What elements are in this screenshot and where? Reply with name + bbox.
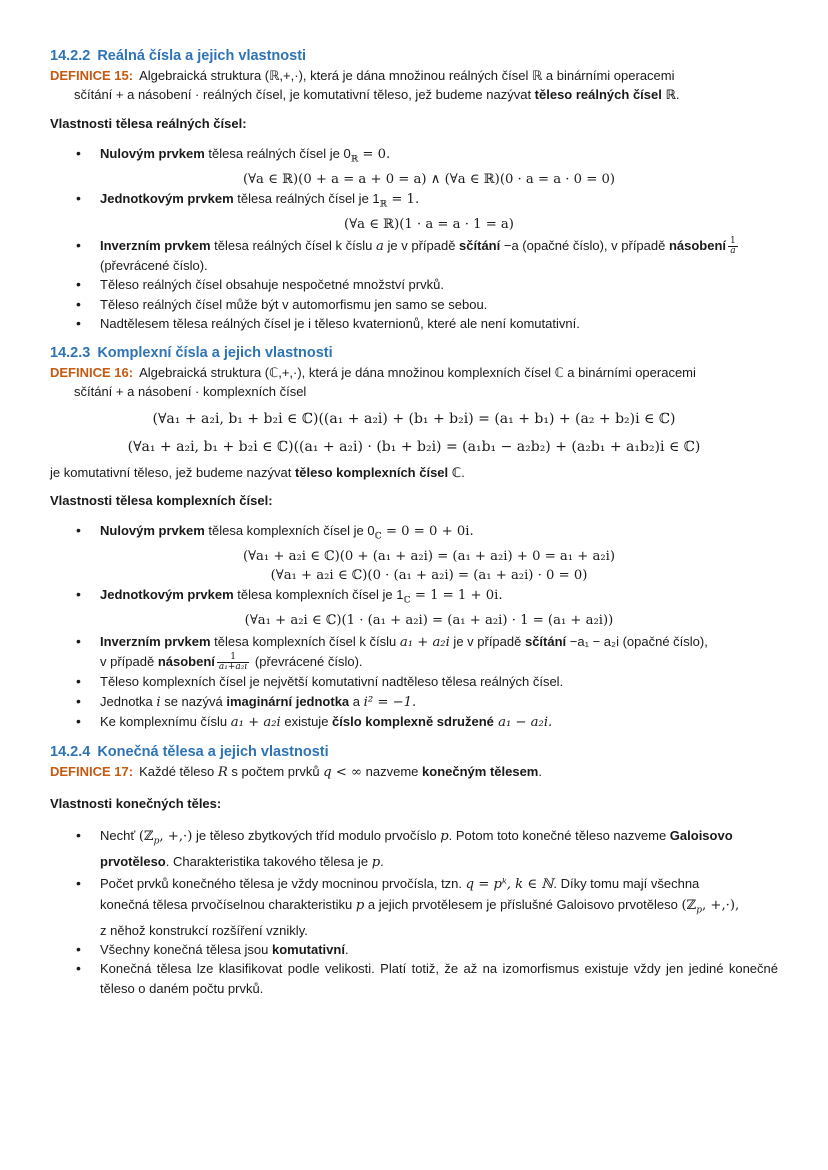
list-item: • Těleso reálných čísel obsahuje nespočetné množství prvků. — [50, 275, 778, 294]
property-list — [50, 826, 778, 998]
list-item: • Inverzním prvkem tělesa komplexních čísel k číslu a₁ + a₂i je v případě sčítání −a₁ − a₂i (opačné číslo), v případě násobení $\frac{1}{\text{a₁+a₂i}}$ (převrácené číslo). — [50, 632, 778, 672]
list-item: • Nulovým prvkem tělesa reálných čísel je $0_ℝ = 0$. (∀a ∈ ℝ)(0 + a = a + 0 = a) ∧ (∀a ∈ ℝ)(0 · a = a · 0 = 0) — [50, 144, 778, 189]
property-list — [50, 521, 778, 732]
list-item: • Těleso komplexních čísel je největší komutativní nadtěleso tělesa reálných čísel. — [50, 672, 778, 691]
section-heading-real-numbers: 14.2.2 Reálná čísla a jejich vlastnosti — [50, 48, 307, 64]
section-heading-complex-numbers: 14.2.3 Komplexní čísla a jejich vlastnosti — [50, 345, 333, 362]
formula: (∀a₁ + a₂i ∈ ℂ)(0 · (a₁ + a₂i) = (a₁ + a₂i) · 0 = 0) — [270, 568, 588, 584]
list-item: • Počet prvků konečného tělesa je vždy mocninou prvočísla, tzn. q = pᵏ, k ∈ ℕ. Díky tomu mají všechna konečná tělesa prvočíselnou charakteristiku p a jejich prvotělesem je příslušné Galoisovo prvotěleso (ℤ$_p$, +,·), z něhož konstrukcí rozšíření vznikly. — [50, 874, 778, 939]
definition-label: DEFINICE 15: — [50, 68, 134, 83]
formula: (∀a ∈ ℝ)(0 + a = a + 0 = a) ∧ (∀a ∈ ℝ)(0 · a = a · 0 = 0) — [242, 171, 616, 187]
list-item: • Jednotkovým prvkem tělesa reálných čísel je $1_ℝ = 1$. (∀a ∈ ℝ)(1 · a = a · 1 = a) — [50, 189, 778, 234]
list-item: • Ke komplexnímu číslu a₁ + a₂i existuje číslo komplexně sdružené a₁ − a₂i. — [50, 712, 778, 732]
formula: (∀a ∈ ℝ)(1 · a = a · 1 = a) — [344, 216, 514, 232]
properties-heading: Vlastnosti tělesa reálných čísel: — [50, 116, 247, 131]
fraction: $\frac{1}{a}$ — [730, 235, 736, 256]
definition-15: DEFINICE 15: Algebraická struktura (ℝ,+,·), která je dána množinou reálných čísel ℝ a binárními operacemi sčítání + a násobení · reálných čísel, je komutativní těleso, jež budeme nazývat těleso reálných čísel ℝ. — [50, 68, 680, 102]
section-heading-finite-fields: 14.2.4 Konečná tělesa a jejich vlastnosti — [50, 744, 329, 761]
formula: (∀a₁ + a₂i ∈ ℂ)(0 + (a₁ + a₂i) = (a₁ + a₂i) + 0 = a₁ + a₂i) — [242, 549, 616, 565]
list-item: • Nulovým prvkem tělesa komplexních čísel je $0_ℂ = 0 = 0 + 0i$. (∀a₁ + a₂i ∈ ℂ)(0 + (a₁ + a₂i) = (a₁ + a₂i) + 0 = a₁ + a₂i) (∀a₁ + a₂i ∈ ℂ)(0 · (a₁ + a₂i) = (a₁ + a₂i) · 0 = 0) — [50, 521, 778, 585]
list-item: • Nadtělesem tělesa reálných čísel je i těleso kvaternionů, které ale není komutativní. — [50, 314, 778, 333]
definition-label: DEFINICE 17: — [50, 764, 134, 780]
fraction: $\frac{1}{\text{a₁+a₂i}}$ — [218, 652, 248, 673]
definition-conclusion: je komutativní těleso, jež budeme nazývat těleso komplexních čísel ℂ. — [50, 465, 465, 481]
list-item: • Nechť (ℤ$_p$, +,·) je těleso zbytkových tříd modulo prvočíslo p. Potom toto konečné těleso nazveme Galoisovo prvotěleso. Charakteristika takového tělesa je p. — [50, 826, 778, 872]
properties-heading: Vlastnosti konečných těles: — [50, 796, 222, 812]
document-page — [50, 47, 778, 998]
list-item: • Jednotkovým prvkem tělesa komplexních čísel je $1_ℂ = 1 = 1 + 0i$. (∀a₁ + a₂i ∈ ℂ)(1 · (a₁ + a₂i) = (a₁ + a₂i) · 1 = (a₁ + a₂i)) — [50, 585, 778, 630]
formula: (∀a₁ + a₂i ∈ ℂ)(1 · (a₁ + a₂i) = (a₁ + a₂i) · 1 = (a₁ + a₂i)) — [244, 613, 614, 629]
list-item: • Těleso reálných čísel může být v automorfismu jen samo se sebou. — [50, 295, 778, 314]
list-item: • Jednotka i se nazývá imaginární jednotka a i² = −1. — [50, 692, 778, 712]
definition-label: DEFINICE 16: — [50, 365, 134, 381]
list-item: • Inverzním prvkem tělesa reálných čísel k číslu a je v případě sčítání −a (opačné číslo), v případě násobení $\frac{1}{a}$ (převrácené číslo). — [50, 236, 778, 276]
formula-addition: (∀a₁ + a₂i, b₁ + b₂i ∈ ℂ)((a₁ + a₂i) + (b₁ + b₂i) = (a₁ + b₁) + (a₂ + b₂)i ∈ ℂ) — [152, 411, 676, 428]
list-item: • Všechny konečná tělesa jsou komutativní. — [50, 940, 778, 959]
list-item: • Konečná tělesa lze klasifikovat podle velikosti. Platí totiž, že až na izomorfismus existuje vždy jen jediné konečné těleso o daném počtu prvků. — [50, 959, 778, 998]
properties-heading: Vlastnosti tělesa komplexních čísel: — [50, 493, 273, 509]
property-list — [50, 144, 778, 333]
definition-16: DEFINICE 16: Algebraická struktura (ℂ,+,·), která je dána množinou komplexních čísel ℂ a binárními operacemi sčítání + a násobení · komplexních čísel — [50, 365, 696, 400]
formula-multiplication: (∀a₁ + a₂i, b₁ + b₂i ∈ ℂ)((a₁ + a₂i) · (b₁ + b₂i) = (a₁b₁ − a₂b₂) + (a₂b₁ + a₁b₂)i ∈ ℂ) — [127, 439, 701, 456]
definition-17: DEFINICE 17: Každé těleso R s počtem prvků q < ∞ nazveme konečným tělesem. — [50, 764, 542, 781]
